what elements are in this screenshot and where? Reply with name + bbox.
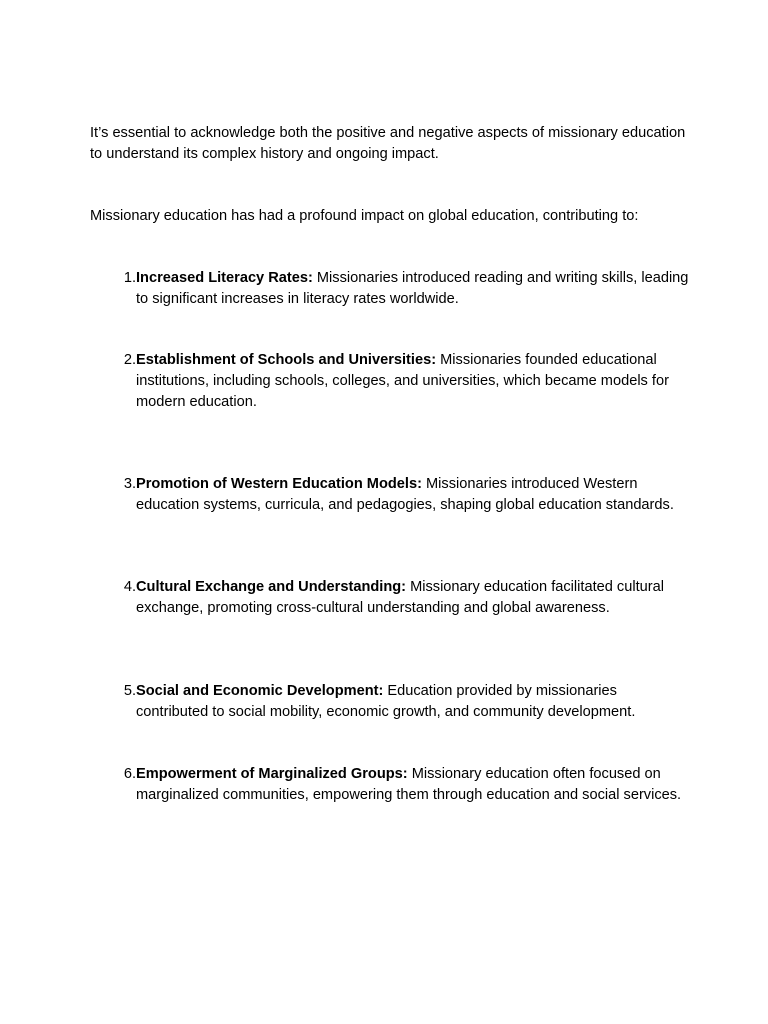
list-item-title: Promotion of Western Education Models: <box>136 476 422 492</box>
lead-paragraph: Missionary education has had a profound impact on global education, contributing to: <box>90 208 639 224</box>
list-item <box>90 577 690 619</box>
list-item-text: Missionary education facilitated cultural exchange, promoting cross-cultural understanding and global awareness. <box>136 579 664 616</box>
list-item <box>90 681 690 723</box>
list-item-number: 6. <box>123 766 136 782</box>
list-item-text: Missionaries introduced Western education systems, curricula, and pedagogies, shaping global education standards. <box>136 476 674 513</box>
list-item <box>90 268 690 310</box>
list-item-title: Increased Literacy Rates: <box>136 270 313 286</box>
list-item <box>90 350 690 413</box>
list-item-title: Empowerment of Marginalized Groups: <box>136 766 408 782</box>
list-item-text: Missionary education often focused on marginalized communities, empowering them through education and social services. <box>136 766 682 803</box>
list-item-number: 2. <box>123 352 136 368</box>
list-item <box>90 474 690 516</box>
list-item-text: Missionaries founded educational institutions, including schools, colleges, and universities, which became models for modern education. <box>136 352 669 410</box>
list-item-title: Social and Economic Development: <box>136 683 384 699</box>
list-item <box>90 764 690 806</box>
list-item-number: 5. <box>123 683 136 699</box>
list-item-number: 3. <box>123 476 136 492</box>
list-item-text: Education provided by missionaries contributed to social mobility, economic growth, and community development. <box>136 683 636 720</box>
list-item-number: 1. <box>123 270 136 286</box>
list-item-title: Establishment of Schools and Universities: <box>136 352 437 368</box>
list-item-number: 4. <box>123 579 136 595</box>
intro-paragraph: It’s essential to acknowledge both the positive and negative aspects of missionary education to understand its complex history and ongoing impact. <box>90 125 686 162</box>
list-item-title: Cultural Exchange and Understanding: <box>136 579 407 595</box>
list-item-text: Missionaries introduced reading and writing skills, leading to significant increases in literacy rates worldwide. <box>136 270 689 307</box>
